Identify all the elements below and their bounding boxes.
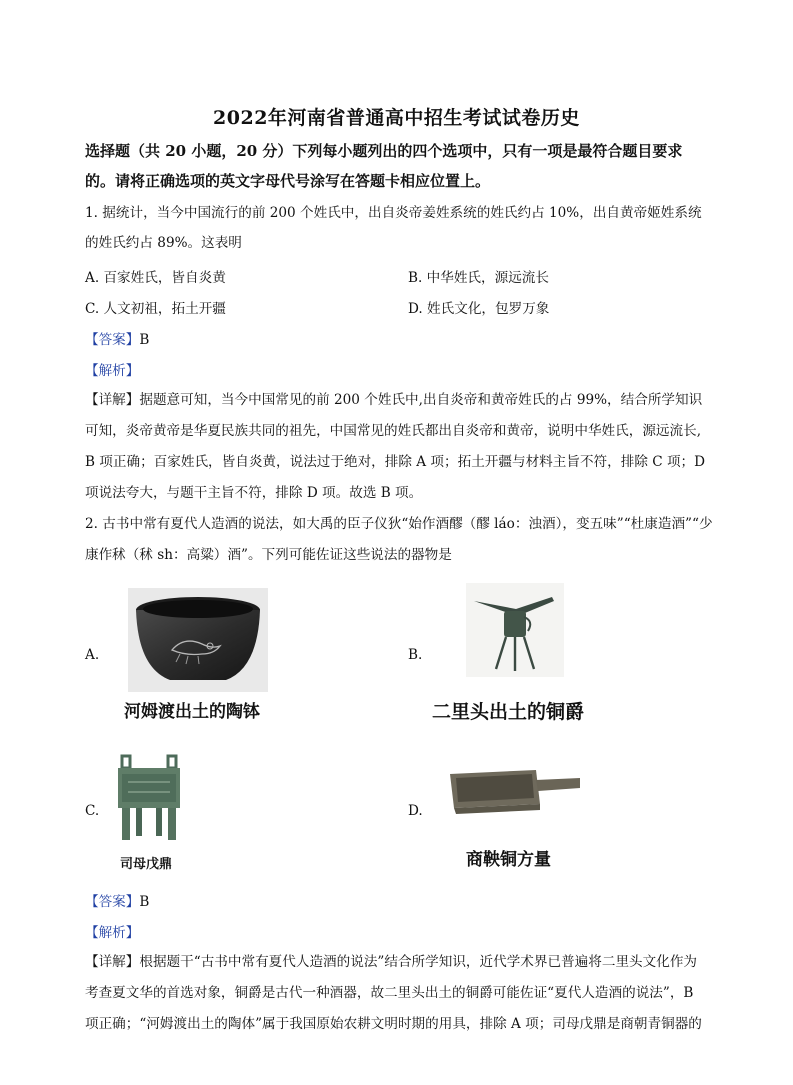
q2-answer: [85, 890, 149, 910]
q1-option-c: C. 人文初祖，拓土开疆: [85, 301, 226, 317]
q2-figure-c-caption: 司母戊鼎: [120, 857, 173, 872]
q1-stem-line-2: 的姓氏约占 89%。这表明: [85, 235, 242, 251]
q2-figure-a-letter: A.: [85, 647, 100, 663]
q2-figure-b-caption: 二里头出土的铜爵: [432, 701, 585, 723]
q2-analysis-tag: 【解析】: [85, 925, 140, 941]
q1-detail-line-1: [85, 390, 725, 410]
q2-detail-line-1: [85, 952, 725, 972]
q1-detail-line-4: 项说法夸大，与题干主旨不符，排除 D 项。故选 B 项。: [85, 485, 423, 501]
q2-figure-a-caption: 河姆渡出土的陶钵: [124, 702, 260, 722]
q2-detail-line-2: 考查夏文华的首选对象，铜爵是古代一种酒器，故二里头出土的铜爵可能佐证“夏代人造酒的说法”，B: [85, 985, 694, 1001]
q2-stem-line-1: 2. 古书中常有夏代人造酒的说法，如大禹的臣子仪狄“始作酒醪（醪 láo：浊酒），变五味”“杜康造酒”“少: [85, 516, 713, 532]
page-title: 2022年河南省普通高中招生考试试卷历史: [213, 107, 580, 129]
q1-answer: [85, 328, 149, 348]
instructions-line-2: 的。请将正确选项的英文字母代号涂写在答题卡相应位置上。: [85, 172, 491, 190]
q1-detail-line-2: 可知，炎帝黄帝是华夏民族共同的祖先，中国常见的姓氏都出自炎帝和黄帝，说明中华姓氏，源远流长,: [85, 423, 702, 439]
bronze-measure-image: [444, 764, 584, 824]
q2-figure-b-letter: B.: [408, 647, 423, 663]
answer-value: B: [139, 332, 150, 348]
q1-analysis-tag: 【解析】: [85, 363, 140, 379]
bronze-jue-image: [466, 583, 564, 677]
answer-value: B: [139, 894, 150, 910]
q2-figure-c-letter: C.: [85, 803, 100, 819]
q1-option-b: B. 中华姓氏，源远流长: [408, 270, 549, 286]
answer-tag: 【答案】: [85, 332, 140, 348]
q2-detail-line-3: 项正确；“河姆渡出土的陶体”属于我国原始农耕文明时期的用具，排除 A 项；司母戊鼎是商朝青铜器的: [85, 1016, 702, 1032]
instructions-line-1: 选择题（共 20 小题，20 分）下列每小题列出的四个选项中，只有一项是最符合题目要求: [85, 142, 683, 160]
q2-figure-d-caption: 商鞅铜方量: [466, 850, 551, 870]
detail-tag: 【详解】: [85, 392, 140, 408]
answer-tag: 【答案】: [85, 894, 140, 910]
detail-text: 据题意可知，当今中国常见的前 200 个姓氏中,出自炎帝和黄帝姓氏的占 99%，结合所学知识: [139, 392, 703, 408]
q1-option-d: D. 姓氏文化，包罗万象: [408, 301, 550, 317]
q2-figure-d-letter: D.: [408, 803, 423, 819]
q1-option-a: A. 百家姓氏，皆自炎黄: [85, 270, 226, 286]
pottery-bowl-image: [128, 588, 268, 692]
bronze-ding-image: [114, 752, 184, 846]
detail-text: 根据题干“古书中常有夏代人造酒的说法”结合所学知识，近代学术界已普遍将二里头文化作为: [139, 954, 698, 970]
q1-stem-line-1: 1. 据统计，当今中国流行的前 200 个姓氏中，出自炎帝姜姓系统的姓氏约占 10%，出自黄帝姬姓系统: [85, 205, 702, 221]
q2-stem-line-2: 康作秫（秫 sh：高粱）酒”。下列可能佐证这些说法的器物是: [85, 547, 452, 563]
q1-detail-line-3: B 项正确；百家姓氏，皆自炎黄，说法过于绝对，排除 A 项；拓土开疆与材料主旨不符，排除 C 项；D: [85, 454, 706, 470]
detail-tag: 【详解】: [85, 954, 140, 970]
